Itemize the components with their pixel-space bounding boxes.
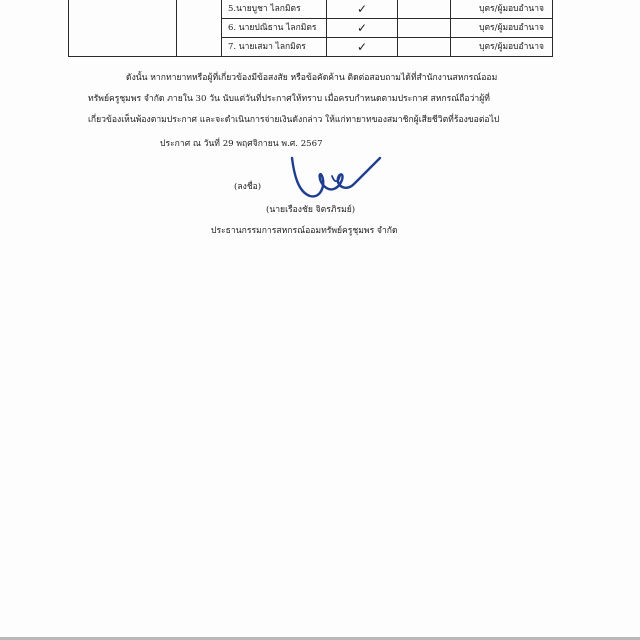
- table-cell-empty: [398, 19, 451, 38]
- checkmark: ✓: [327, 19, 398, 38]
- announcement-date: ประกาศ ณ วันที่ 29 พฤศจิกายน พ.ศ. 2567: [160, 139, 323, 149]
- paragraph-line: ทรัพย์ครูชุมพร จำกัด ภายใน 30 วัน นับแต่วันที่ประกาศให้ทราบ เมื่อครบกำหนดตามประกาศ สหกรณ์ถือว่าผู้ที่: [88, 94, 490, 104]
- signer-name: (นายเรืองชัย จิตรภิรมย์): [266, 205, 356, 215]
- table-cell-empty: [398, 38, 451, 57]
- heirs-table: [68, 0, 553, 57]
- heir-relation: บุตร/ผู้มอบอำนาจ: [451, 38, 553, 57]
- table-cell-blank: [177, 0, 222, 57]
- heir-name: 6. นายปณิธาน ไลกมิตร: [222, 19, 327, 38]
- announcement-paragraph: [88, 68, 568, 131]
- heir-relation: บุตร/ผู้มอบอำนาจ: [451, 0, 553, 19]
- paragraph-line: เกี่ยวข้องเห็นพ้องตามประกาศ และจะดำเนินการจ่ายเงินดังกล่าว ให้แก่ทายาทของสมาชิกผู้เสียชีวิตที่ร้องขอต่อไป: [88, 115, 500, 125]
- signed-label: (ลงชื่อ): [234, 182, 262, 192]
- checkmark: ✓: [327, 38, 398, 57]
- heir-relation: บุตร/ผู้มอบอำนาจ: [451, 19, 553, 38]
- handwritten-signature: [288, 146, 388, 208]
- signer-position: ประธานกรรมการสหกรณ์ออมทรัพย์ครูชุมพร จำกัด: [211, 226, 398, 236]
- heir-name: 7. นายเสมา ไลกมิตร: [222, 38, 327, 57]
- table-cell-empty: [398, 0, 451, 19]
- table-cell-blank: [69, 0, 177, 57]
- table-row: [69, 0, 553, 19]
- heir-name: 5.นายบูชา ไลกมิตร: [222, 0, 327, 19]
- paragraph-line: ดังนั้น หากทายาทหรือผู้ที่เกี่ยวข้องมีข้อสงสัย หรือข้อคัดค้าน ติดต่อสอบถามได้ที่สำนักงานสหกรณ์ออม: [126, 73, 498, 83]
- checkmark: ✓: [327, 0, 398, 19]
